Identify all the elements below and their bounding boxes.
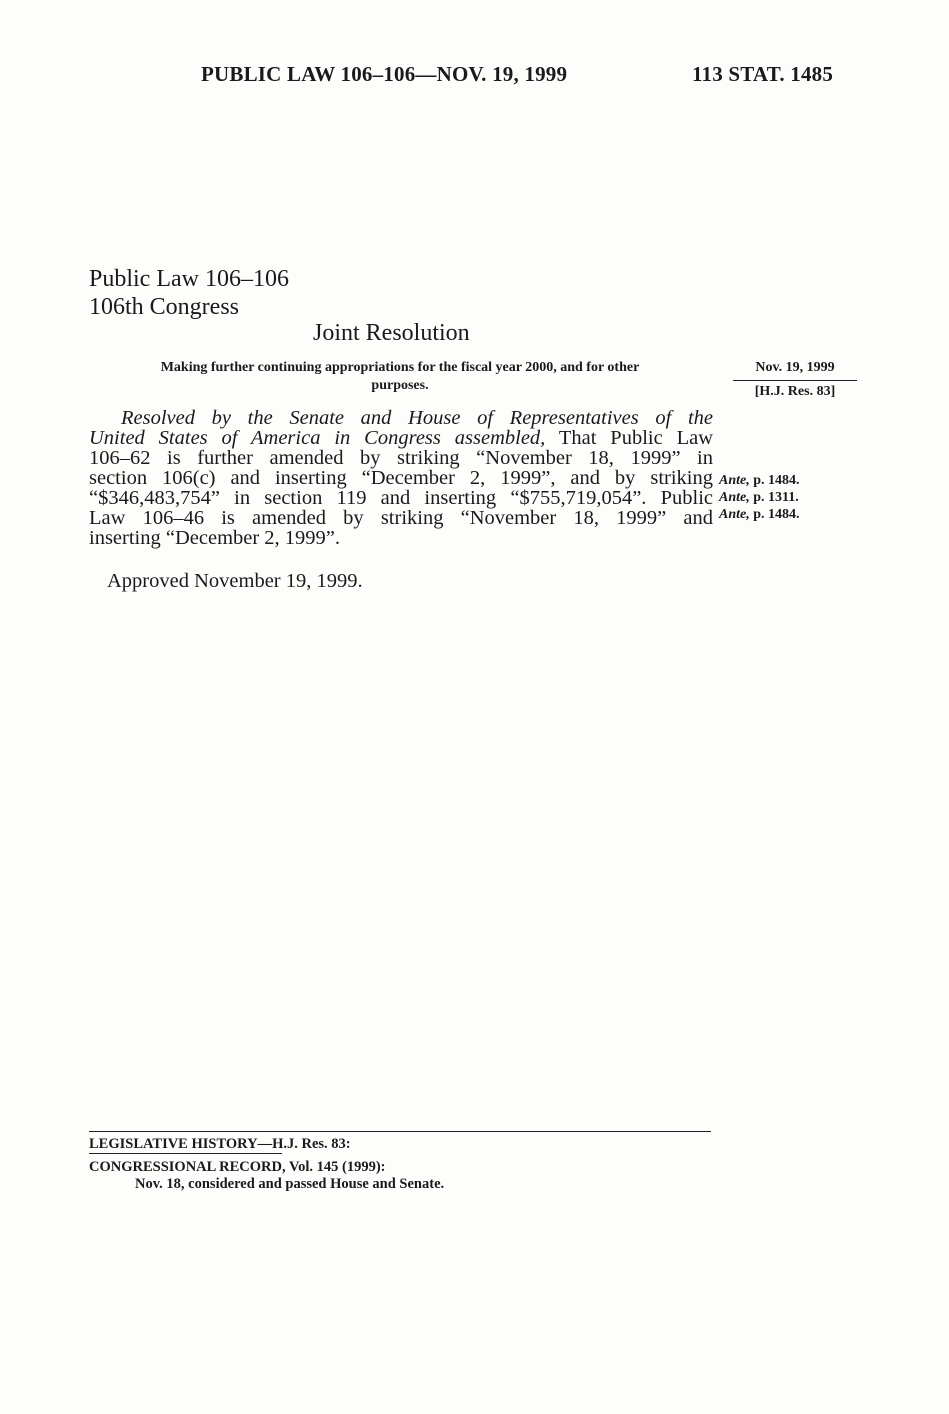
margin-enactment-date: Nov. 19, 1999 bbox=[755, 360, 835, 375]
margin-bill-number: [H.J. Res. 83] bbox=[754, 384, 836, 399]
purpose-line-1: Making further continuing appropriations for the fiscal year 2000, and for other bbox=[160, 360, 640, 375]
legislative-action: Nov. 18, considered and passed House and Senate. bbox=[135, 1176, 445, 1192]
congress-label: 106th Congress bbox=[89, 294, 239, 320]
body-line-5: “$346,483,754” in section 119 and inserting “$755,719,054”. Public bbox=[89, 487, 713, 509]
congressional-record: CONGRESSIONAL RECORD, Vol. 145 (1999): bbox=[89, 1159, 386, 1175]
margin-note-ante: Ante, bbox=[719, 507, 750, 522]
margin-divider bbox=[733, 380, 857, 381]
running-head-page: 113 STAT. 1485 bbox=[692, 62, 834, 86]
legislative-history-underline bbox=[89, 1153, 282, 1154]
margin-note-2 bbox=[719, 490, 799, 506]
approval-line: Approved November 19, 1999. bbox=[107, 570, 363, 592]
margin-note-ante: Ante, bbox=[719, 490, 750, 505]
legislative-history-heading: LEGISLATIVE HISTORY—H.J. Res. 83: bbox=[89, 1136, 351, 1152]
body-line-2-rest: That Public Law bbox=[545, 427, 713, 449]
body-line-2 bbox=[89, 428, 713, 448]
margin-note-ref: p. 1484. bbox=[749, 473, 800, 488]
margin-note-3 bbox=[719, 507, 800, 523]
margin-note-ref: p. 1484. bbox=[749, 507, 800, 522]
margin-note-1 bbox=[719, 473, 800, 489]
margin-note-ref: p. 1311. bbox=[749, 490, 799, 505]
resolution-type: Joint Resolution bbox=[313, 320, 470, 346]
body-line-4: section 106(c) and inserting “December 2, 1999”, and by striking bbox=[89, 467, 713, 489]
enacting-clause: United States of America in Congress assembled, bbox=[89, 427, 546, 449]
body-line-6: Law 106–46 is amended by striking “November 18, 1999” and bbox=[89, 507, 713, 529]
law-number: Public Law 106–106 bbox=[89, 266, 289, 292]
body-line-3: 106–62 is further amended by striking “November 18, 1999” in bbox=[89, 447, 713, 469]
body-line-1: Resolved by the Senate and House of Representatives of the bbox=[121, 407, 713, 429]
running-head-left: PUBLIC LAW 106–106—NOV. 19, 1999 bbox=[201, 62, 568, 86]
footer-divider bbox=[89, 1131, 711, 1132]
margin-note-ante: Ante, bbox=[719, 473, 750, 488]
purpose-line-2: purposes. bbox=[371, 378, 429, 393]
body-line-7: inserting “December 2, 1999”. bbox=[89, 527, 341, 549]
